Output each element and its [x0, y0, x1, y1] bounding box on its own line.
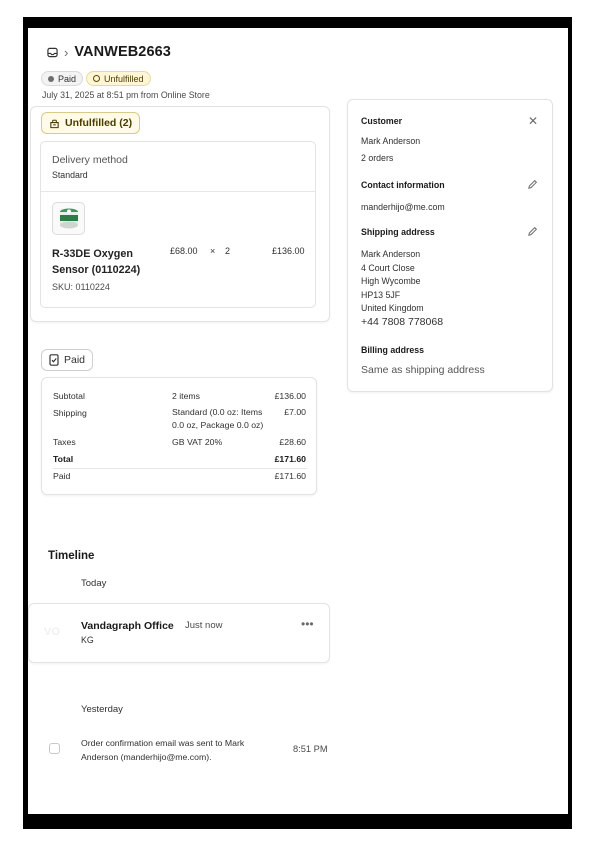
product-sku: SKU: 0110224 [52, 282, 110, 292]
customer-card [347, 99, 553, 392]
order-date-source: July 31, 2025 at 8:51 pm from Online Store [42, 90, 210, 100]
customer-email-link[interactable]: manderhijo@me.com [361, 202, 445, 212]
orders-inbox-icon[interactable] [47, 47, 58, 58]
filled-dot-icon [48, 76, 54, 82]
breadcrumb [47, 44, 171, 60]
billing-address-heading: Billing address [361, 345, 425, 355]
timeline-day-label: Yesterday [81, 704, 123, 715]
more-options-icon[interactable]: ••• [301, 617, 314, 631]
timeline-comment-card [28, 603, 330, 663]
timeline-day-label: Today [81, 578, 107, 589]
customer-orders-link[interactable]: 2 orders [361, 153, 394, 163]
status-badges [41, 71, 151, 86]
fulfillment-status-label: Unfulfilled [104, 73, 144, 84]
shipping-address-line: HP13 5JF [361, 289, 401, 300]
taxes-detail: GB VAT 20% [172, 437, 223, 447]
page-title: VANWEB2663 [74, 44, 171, 60]
fulfillment-status-badge [86, 71, 151, 86]
paid-status-label: Paid [64, 354, 86, 366]
event-marker-icon [49, 743, 60, 754]
total-amount: £171.60 [274, 454, 306, 464]
delivery-method-label: Delivery method [52, 154, 128, 166]
total-label: Total [53, 454, 74, 464]
line-total: £136.00 [272, 246, 305, 256]
avatar: VO [44, 626, 60, 638]
product-name-link[interactable]: R-33DE Oxygen Sensor (0110224) [52, 248, 141, 276]
payment-summary-card [41, 377, 317, 495]
multiply-sign: × [210, 246, 216, 256]
subtotal-detail: 2 items [172, 391, 201, 401]
shipping-address-line: United Kingdom [361, 303, 424, 313]
shipping-label: Shipping [53, 408, 87, 418]
shipping-address-line: High Wycombe [361, 276, 421, 286]
divider [53, 468, 307, 469]
customer-name-link[interactable]: Mark Anderson [361, 136, 421, 146]
paid-amount: £171.60 [274, 471, 306, 481]
delivery-method-value: Standard [52, 170, 88, 180]
payment-status-label: Paid [58, 73, 77, 84]
paid-label: Paid [53, 471, 71, 481]
comment-text: KG [81, 635, 94, 645]
billing-address-value: Same as shipping address [361, 364, 485, 376]
order-page [28, 28, 568, 814]
product-thumbnail[interactable] [52, 202, 85, 235]
taxes-label: Taxes [53, 437, 76, 447]
customer-phone: +44 7808 778068 [361, 316, 444, 328]
comment-time: Just now [185, 620, 223, 631]
timeline-event-time: 8:51 PM [293, 744, 328, 754]
oxygen-sensor-image-icon [57, 206, 81, 232]
timeline-event-message: Order confirmation email was sent to Mark Anderson (manderhijo@me.com). [81, 738, 245, 762]
pencil-edit-contact-icon[interactable] [527, 179, 538, 192]
unfulfilled-status-chip [41, 112, 140, 134]
shipping-address-line: 4 Court Close [361, 262, 415, 273]
package-icon [49, 118, 60, 129]
shipping-address-heading: Shipping address [361, 227, 435, 237]
shipping-detail: Standard (0.0 oz: Items 0.0 oz, Package 0.0 oz) [172, 407, 264, 430]
receipt-check-icon [49, 354, 59, 366]
payment-status-badge [41, 71, 83, 86]
shipping-address-line: Mark Anderson [361, 249, 421, 259]
contact-heading: Contact information [361, 180, 445, 190]
chevron-right-icon: › [64, 44, 69, 60]
timeline-heading: Timeline [48, 550, 95, 562]
paid-status-chip [41, 349, 93, 371]
pencil-edit-shipping-icon[interactable] [527, 226, 538, 239]
divider [41, 191, 315, 192]
ring-dot-icon [93, 75, 100, 82]
subtotal-amount: £136.00 [274, 391, 306, 401]
unfulfilled-status-label: Unfulfilled (2) [65, 117, 133, 129]
taxes-amount: £28.60 [279, 437, 306, 447]
subtotal-label: Subtotal [53, 391, 85, 401]
customer-heading: Customer [361, 116, 403, 126]
close-icon[interactable]: ✕ [527, 114, 538, 128]
unit-price: £68.00 [170, 246, 198, 256]
comment-author: Vandagraph Office [81, 620, 174, 632]
shipping-amount: £7.00 [284, 407, 306, 417]
item-quantity: 2 [225, 246, 231, 256]
